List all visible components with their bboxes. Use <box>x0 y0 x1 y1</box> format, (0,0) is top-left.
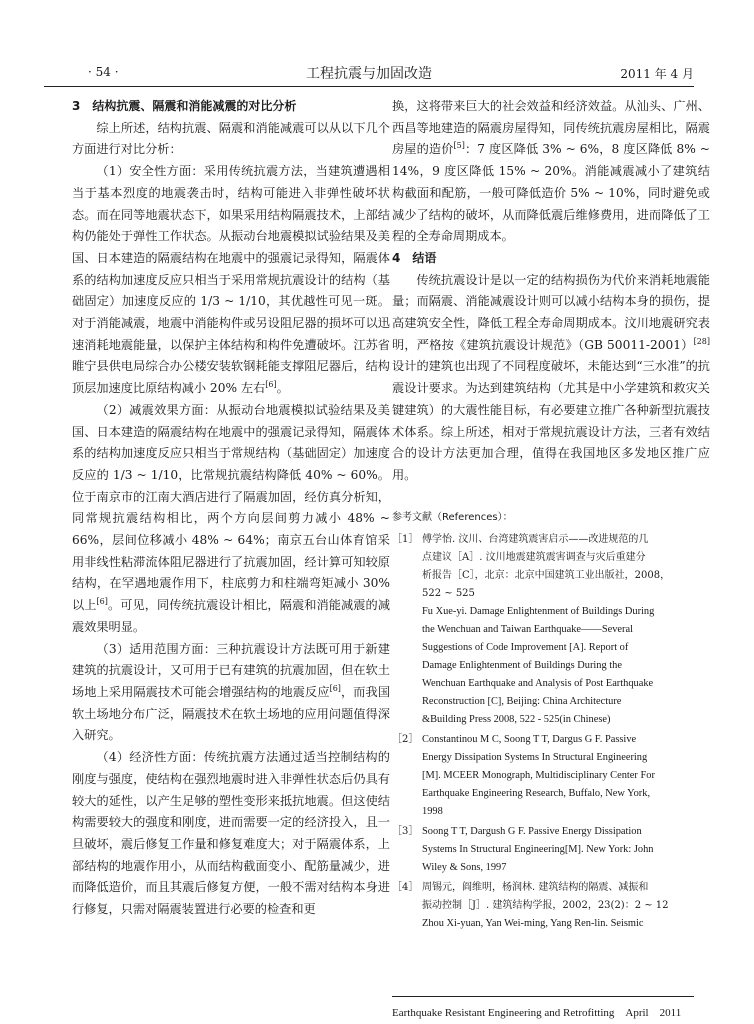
reference-line-en: Zhou Xi-yuan, Yan Wei-ming, Yang Ren-lin. Seismic <box>422 917 644 929</box>
citation: [6] <box>329 683 341 693</box>
paragraph-intro: 综上所述，结构抗震、隔震和消能减震可以从以下几个方面进行对比分析： <box>72 120 390 157</box>
paragraph-economy: （4）经济性方面：传统抗震方法通过适当控制结构的刚度与强度，使结构在强烈地震时进入非弹性状态后仍具有较大的延性，以产生足够的塑性变形来抵抗地震。但这使结构需要较大的强度和刚度，进而需要一定的经济投入，且一旦破坏，震后修复工作量和修复难度大；对于隔震体系，上部结构的地震作用小，从而结构截面变小、配筋量减少，进而降低造价，而且其震后修复方便，一般不需对结构本身进行修复，只需对隔震装置进行必要的检查和更 <box>72 750 390 917</box>
references-title: 参考文献（References）： <box>392 511 513 523</box>
reference-number: ［2］ <box>392 733 419 745</box>
reference-line-en: &Building Press 2008, 522 - 525(in Chinese) <box>422 713 611 725</box>
citation: [5] <box>453 141 465 151</box>
references <box>392 509 710 933</box>
reference-line-en: Energy Dissipation Systems In Structural Engineering <box>422 751 648 763</box>
reference-line-en: Soong T T, Dargush G F. Passive Energy Dissipation <box>422 825 642 837</box>
reference-line-en: 1998 <box>422 805 443 817</box>
reference-line-en: Damage Enlightenment of Buildings During the <box>422 659 622 671</box>
reference-line: 振动控制［J］. 建筑结构学报，2002，23(2)：2 ~ 12 <box>422 899 669 911</box>
reference-item <box>392 731 710 821</box>
reference-line: 522 ~ 525 <box>422 587 475 599</box>
reference-line: 点建议［A］. 汶川地震建筑震害调查与灾后重建分 <box>422 551 646 563</box>
reference-line-en: Suggestions of Code Improvement [A]. Report of <box>422 641 629 653</box>
section-4-title: 4 结语 <box>392 250 437 265</box>
footer-rule <box>392 996 694 997</box>
reference-line-en: Constantinou M C, Soong T T, Dargus G F. Passive <box>422 733 637 745</box>
section-3-title: 3 结构抗震、隔震和消能减震的对比分析 <box>72 99 297 113</box>
reference-line-en: Systems In Structural Engineering[M]. New York: John <box>422 843 654 855</box>
paragraph-continued: 换，这将带来巨大的社会效益和经济效益。从汕头、广州、西昌等地建造的隔震房屋得知，同传统抗震房屋相比，隔震房屋的造价[5]：7 度区降低 3% ~ 6%，8 度区降低 8% ~ 14%，9 度区降低 15% ~ 20%。消能减震减小了建筑结构截面和配筋，一般可降低造价 5% ~ 10%，同时避免或减少了结构的破坏，从而降低震后维修费用，进而降低了工程的全寿命周期成本。 <box>392 99 711 244</box>
reference-item <box>392 823 710 877</box>
footer-journal: Earthquake Resistant Engineering and Retrofitting April 2011 <box>392 1007 682 1019</box>
citation: [6] <box>96 597 108 607</box>
reference-line: 周锡元，阎维明，杨润林. 建筑结构的隔震、减振和 <box>422 881 649 893</box>
page-number: · 54 · <box>88 65 119 79</box>
reference-number: ［1］ <box>392 533 419 545</box>
paragraph-safety: （1）安全性方面：采用传统抗震方法，当建筑遭遇相当于基本烈度的地震袭击时，结构可能进入非弹性破坏状态。而在同等地震状态下，如果采用结构隔震技术，上部结构仍能处于弹性工作状态。从振动台地震模拟试验结果及美国、日本建造的隔震结构在地震中的强震记录得知，隔震体系的结构加速度反应只相当于采用常规抗震设计的结构（基础固定）加速度反应的 1/3 ~ 1/10，其优越性可见一斑。对于消能减震，地震中消能构件或另设阻尼器的损坏可以迅速消耗地震能量，以保护主体结构和构件免遭破坏。江苏省睢宁县供电局综合办公楼安装软钢耗能支撑阻尼器后，结构顶层加速度比原结构减小 20% 左右[6]。 <box>72 164 390 396</box>
left-column <box>72 96 390 921</box>
paragraph-effect: （2）减震效果方面：从振动台地震模拟试验结果及美国、日本建造的隔震结构在地震中的强震记录得知，隔震体系的结构加速度反应只相当于常规结构（基础固定）加速度反应的 1/3 ~ 1/10，比常规抗震结构降低 40% ~ 60%。位于南京市的江南大酒店进行了隔震加固，经仿真分析知，同常规抗震结构相比，两个方向层间剪力减小 48% ~ 66%，层间位移减小 48% ~ 64%；南京五台山体育馆采用非线性粘滞流体阻尼器进行了抗震加固，经计算可知较原结构，在罕遇地震作用下，柱底剪力和柱端弯矩减小 30% 以上[6]。可见，同传统抗震设计相比，隔震和消能减震的减震效果明显。 <box>72 402 391 634</box>
right-column <box>392 96 710 935</box>
reference-line-en: the Wenchuan and Taiwan Earthquake——Several <box>422 623 633 635</box>
reference-item <box>392 531 710 729</box>
reference-line-en: [M]. MCEER Monograph, Multidisciplinary Center For <box>422 769 655 781</box>
citation: [6] <box>265 380 277 390</box>
reference-line: 析报告［C］，北京：北京中国建筑工业出版社，2008， <box>422 569 671 581</box>
reference-item <box>392 879 710 933</box>
citation: [28] <box>693 336 710 346</box>
reference-line-en: Wiley & Sons, 1997 <box>422 861 507 873</box>
header-rule <box>44 86 694 87</box>
paragraph-conclusion: 传统抗震设计是以一定的结构损伤为代价来消耗地震能量；而隔震、消能减震设计则可以减小结构本身的损伤，提高建筑安全性，降低工程全寿命周期成本。汶川地震研究表明，严格按《建筑抗震设计规范》（GB 50011-2001）[28]设计的建筑也出现了不同程度破坏，未能达到“三水准”的抗震设计要求。为达到建筑结构（尤其是中小学建筑和救灾关键建筑）的大震性能目标，有必要建立推广各种新型抗震技术体系。综上所述，相对于常规抗震设计方法，三者有效结合的设计方法更加合理，值得在我国地区多发地区推广应用。 <box>392 272 710 482</box>
paragraph-scope: （3）适用范围方面：三种抗震设计方法既可用于新建建筑的抗震设计，又可用于已有建筑的抗震加固，但在软土场地上采用隔震技术可能会增强结构的地震反应[6]，而我国软土场地分布广泛，隔震技术在软土场地的应用问题值得深入研究。 <box>72 641 391 743</box>
reference-line: 傅学怡. 汶川、台湾建筑震害启示——改进规范的几 <box>422 533 649 545</box>
reference-line-en: Earthquake Engineering Research, Buffalo, New York, <box>422 787 651 799</box>
reference-number: ［4］ <box>392 881 419 893</box>
reference-line-en: Fu Xue-yi. Damage Enlightenment of Buildings During <box>422 605 655 617</box>
journal-title: 工程抗震与加固改造 <box>306 66 432 82</box>
reference-line-en: Reconstruction [C], Beijing: China Architecture <box>422 695 622 707</box>
issue-date: 2011 年 4 月 <box>620 67 694 81</box>
reference-line-en: Wenchuan Earthquake and Analysis of Post Earthquake <box>422 677 654 689</box>
page-header <box>44 63 694 85</box>
reference-number: ［3］ <box>392 825 419 837</box>
